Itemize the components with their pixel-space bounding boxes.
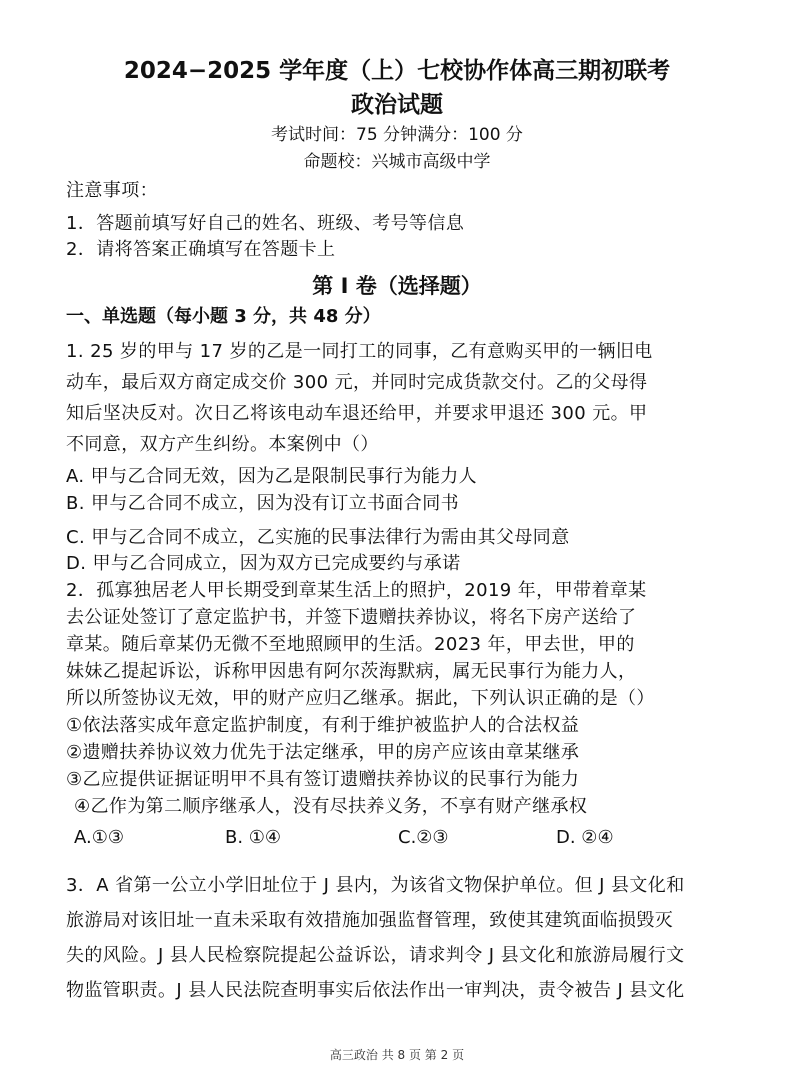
question-text-line: 3．A 省第一公立小学旧址位于 J 县内，为该省文物保护单位。但 J 县文化和 [66, 875, 685, 896]
option-c: C. 甲与乙合同不成立，乙实施的民事法律行为需由其父母同意 [66, 527, 570, 548]
statement-3: ③乙应提供证据证明甲不具有签订遗赠扶养协议的民事行为能力 [66, 769, 580, 790]
exam-time: 考试时间：75 分钟满分：100 分 [271, 125, 523, 145]
exam-title: 2024−2025 学年度（上）七校协作体高三期初联考 [123, 58, 671, 84]
statement-2: ②遗赠扶养协议效力优先于法定继承，甲的房产应该由章某继承 [66, 742, 580, 763]
question-text-line: 所以所签协议无效，甲的财产应归乙继承。据此，下列认识正确的是（） [66, 688, 655, 709]
question-text-line: 章某。随后章某仍无微不至地照顾甲的生活。2023 年，甲去世，甲的 [66, 634, 635, 655]
choice-d: D. ②④ [556, 827, 614, 848]
question-text-line: 知后坚决反对。次日乙将该电动车退还给甲，并要求甲退还 300 元。甲 [66, 403, 648, 424]
note-item: 1．答题前填写好自己的姓名、班级、考号等信息 [66, 213, 465, 234]
choice-c: C.②③ [398, 827, 449, 848]
school-name: 命题校：兴城市高级中学 [303, 152, 491, 172]
volume-title: 第 I 卷（选择题） [312, 274, 482, 298]
notes-heading: 注意事项： [66, 180, 158, 201]
question-text-line: 去公证处签订了意定监护书，并签下遗赠扶养协议，将名下房产送给了 [66, 607, 637, 628]
section-title: 一、单选题（每小题 3 分，共 48 分） [66, 306, 381, 327]
question-text-line: 旅游局对该旧址一直未采取有效措施加强监督管理，致使其建筑面临损毁灭 [66, 910, 674, 931]
subject-title: 政治试题 [351, 92, 443, 118]
question-text-line: 2．孤寡独居老人甲长期受到章某生活上的照护，2019 年，甲带着章某 [66, 580, 647, 601]
option-b: B. 甲与乙合同不成立，因为没有订立书面合同书 [66, 493, 459, 514]
statement-1: ①依法落实成年意定监护制度，有利于维护被监护人的合法权益 [66, 715, 580, 736]
option-a: A. 甲与乙合同无效，因为乙是限制民事行为能力人 [66, 466, 478, 487]
note-item: 2．请将答案正确填写在答题卡上 [66, 239, 336, 260]
question-text-line: 失的风险。J 县人民检察院提起公益诉讼，请求判令 J 县文化和旅游局履行文 [66, 945, 685, 966]
page-footer: 高三政治 共 8 页 第 2 页 [329, 1048, 465, 1062]
choice-b: B. ①④ [225, 827, 282, 848]
question-text-line: 1. 25 岁的甲与 17 岁的乙是一同打工的同事，乙有意购买甲的一辆旧电 [66, 341, 653, 362]
question-text-line: 物监管职责。J 县人民法院查明事实后依法作出一审判决，责令被告 J 县文化 [66, 980, 685, 1001]
option-d: D. 甲与乙合同成立，因为双方已完成要约与承诺 [66, 553, 461, 574]
question-text-line: 妹妹乙提起诉讼，诉称甲因患有阿尔茨海默病，属无民事行为能力人， [66, 661, 637, 682]
choice-a: A.①③ [74, 827, 124, 848]
statement-4: ④乙作为第二顺序继承人，没有尽扶养义务，不享有财产继承权 [74, 796, 588, 817]
question-text-line: 不同意，双方产生纠纷。本案例中（） [66, 434, 379, 455]
question-text-line: 动车，最后双方商定成交价 300 元，并同时完成货款交付。乙的父母得 [66, 372, 648, 393]
